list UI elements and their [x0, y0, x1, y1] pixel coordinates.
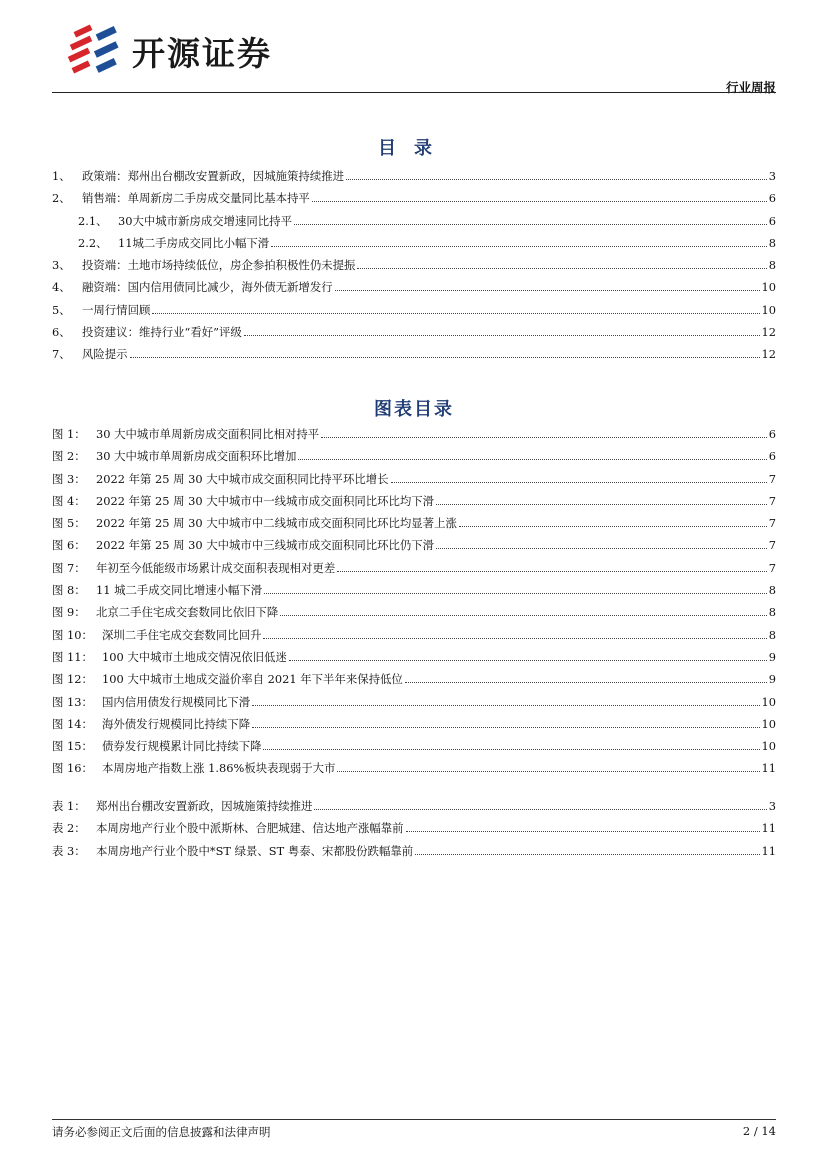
figure-entry-page: 11: [761, 761, 776, 776]
toc-entry[interactable]: [52, 168, 776, 190]
toc-entry-leader: [152, 313, 759, 314]
table-entry-page: 11: [761, 821, 776, 836]
figure-entry-number: 图 15：: [52, 739, 93, 754]
figure-entry-page: 8: [768, 583, 776, 598]
figure-entry-title: 债券发行规模累计同比持续下降: [102, 739, 262, 754]
figure-entry-page: 7: [768, 516, 776, 531]
figure-entry-leader: [263, 749, 759, 750]
figure-entry-page: 6: [768, 427, 776, 441]
toc-entry-number: 4、: [52, 280, 71, 295]
figure-entry-title: 30 大中城市单周新房成交面积环比增加: [96, 449, 297, 464]
figure-entry-number: 图 3：: [52, 471, 86, 486]
figure-entry[interactable]: [52, 426, 776, 448]
toc-entry[interactable]: [52, 302, 776, 324]
figure-entry-title: 2022 年第 25 周 30 大中城市中三线城市成交面积同比环比仍下滑: [96, 538, 435, 553]
header-divider: [52, 92, 776, 93]
figure-entry-page: 10: [761, 694, 776, 709]
figure-entry-title: 11 城二手成交同比增速小幅下滑: [96, 583, 263, 598]
figure-entry-leader: [252, 705, 759, 706]
logo-text: 开源证券: [132, 34, 272, 73]
figure-entry-leader: [263, 638, 766, 639]
figure-entry-leader: [280, 615, 766, 616]
table-entry-leader: [314, 809, 766, 810]
toc-entry-page: 10: [761, 280, 776, 295]
toc-entry-page: 8: [768, 258, 776, 273]
figure-entry-page: 9: [768, 649, 776, 664]
figure-entry-leader: [298, 459, 766, 460]
toc-entry-title: 政策端：郑州出台棚改安置新政，因城施策持续推进: [82, 169, 344, 183]
figure-entry-number: 图 2：: [52, 449, 86, 464]
figure-entry-title: 深圳二手住宅成交套数同比回升: [102, 627, 262, 642]
figure-entry-leader: [436, 548, 767, 549]
figure-entry-page: 7: [768, 493, 776, 508]
figure-entry-page: 10: [761, 739, 776, 754]
toc-entry-page: 3: [768, 169, 776, 183]
table-entry-page: 11: [761, 843, 776, 858]
table-entry-title: 郑州出台棚改安置新政，因城施策持续推进: [96, 799, 313, 813]
toc-entry-number: 7、: [52, 347, 71, 362]
toc-entry-number: 6、: [52, 325, 71, 340]
figure-entry-title: 100 大中城市土地成交情况依旧低迷: [102, 649, 287, 664]
figure-entry-leader: [321, 437, 767, 438]
figure-entry-number: 图 1：: [52, 427, 86, 441]
figure-entry-number: 图 11：: [52, 649, 93, 664]
figures-title: 图表目录: [374, 399, 454, 420]
toc-entry-number: 2.2、: [78, 235, 108, 250]
table-entry-title: 本周房地产行业个股中派斯林、合肥城建、信达地产涨幅靠前: [96, 821, 404, 836]
toc-entry-title: 一周行情回顾: [82, 302, 151, 317]
figure-entry-leader: [289, 660, 767, 661]
toc-entry-page: 8: [768, 235, 776, 250]
figure-entry-page: 6: [768, 449, 776, 464]
figure-entry-number: 图 7：: [52, 560, 86, 575]
table-entry-number: 表 2：: [52, 821, 86, 836]
table-entry-number: 表 1：: [52, 799, 86, 813]
toc-entry-page: 12: [761, 325, 776, 340]
figure-entry-title: 国内信用债发行规模同比下滑: [102, 694, 251, 709]
toc-entry[interactable]: [52, 213, 776, 235]
toc-entry-number: 1、: [52, 169, 71, 183]
footer-divider: [52, 1119, 776, 1120]
figure-entry-leader: [391, 482, 767, 483]
figure-entry-page: 7: [768, 560, 776, 575]
figure-entry-number: 图 12：: [52, 672, 93, 687]
figure-entry[interactable]: [52, 627, 776, 649]
figure-entry-leader: [405, 682, 767, 683]
figure-entry[interactable]: [52, 448, 776, 470]
figure-entry[interactable]: [52, 716, 776, 738]
figure-entry-title: 2022 年第 25 周 30 大中城市中一线城市成交面积同比环比均下滑: [96, 493, 435, 508]
figure-entry-leader: [459, 526, 767, 527]
toc-entry-leader: [312, 201, 767, 202]
table-entry[interactable]: [52, 820, 776, 842]
figure-entry[interactable]: [52, 604, 776, 626]
toc-entry-number: 3、: [52, 258, 71, 273]
toc-entry-page: 6: [768, 213, 776, 228]
toc-title: 目录: [378, 138, 450, 159]
figure-entry-title: 30 大中城市单周新房成交面积同比相对持平: [96, 427, 320, 441]
kaiyuan-logo-icon: [66, 24, 124, 74]
figure-entry[interactable]: [52, 471, 776, 493]
toc-entry-leader: [271, 246, 767, 247]
toc-entry[interactable]: [52, 190, 776, 212]
toc-entry-page: 6: [768, 191, 776, 206]
toc-list: [52, 168, 776, 369]
figure-entry-page: 8: [768, 605, 776, 620]
figure-entry-title: 海外债发行规模同比持续下降: [102, 716, 251, 731]
toc-entry[interactable]: [52, 346, 776, 368]
table-entry-leader: [406, 831, 760, 832]
toc-entry[interactable]: [52, 235, 776, 257]
toc-entry-page: 10: [761, 302, 776, 317]
figure-entry[interactable]: [52, 537, 776, 559]
toc-entry[interactable]: [52, 324, 776, 346]
toc-entry-leader: [294, 224, 767, 225]
tables-list: [52, 798, 776, 865]
figure-entry-page: 7: [768, 471, 776, 486]
figure-entry-number: 图 9：: [52, 605, 86, 620]
toc-entry-leader: [346, 179, 767, 180]
figure-entry-title: 本周房地产指数上涨 1.86%板块表现弱于大市: [102, 761, 336, 776]
figure-entry-leader: [252, 727, 759, 728]
figure-entry-page: 10: [761, 716, 776, 731]
figure-entry[interactable]: [52, 560, 776, 582]
figure-entry-number: 图 16：: [52, 761, 93, 776]
figure-entry-leader: [337, 771, 759, 772]
figure-entry-title: 年初至今低能级市场累计成交面积表现相对更差: [96, 560, 336, 575]
figures-list: [52, 426, 776, 783]
figure-entry-title: 2022 年第 25 周 30 大中城市成交面积同比持平环比增长: [96, 471, 389, 486]
toc-entry-leader: [130, 357, 760, 358]
figure-entry-page: 8: [768, 627, 776, 642]
figure-entry[interactable]: [52, 515, 776, 537]
toc-entry-number: 2、: [52, 191, 71, 206]
table-entry-number: 表 3：: [52, 843, 86, 858]
figure-entry[interactable]: [52, 760, 776, 782]
figure-entry-leader: [337, 571, 767, 572]
toc-entry-page: 12: [761, 347, 776, 362]
figure-entry-number: 图 5：: [52, 516, 86, 531]
table-entry[interactable]: [52, 798, 776, 820]
report-type: 行业周报: [725, 80, 776, 95]
table-entry-leader: [415, 854, 759, 855]
figure-entry[interactable]: [52, 649, 776, 671]
page-number: 2 / 14: [742, 1124, 776, 1138]
table-entry[interactable]: [52, 843, 776, 865]
toc-entry-title: 30大中城市新房成交增速同比持平: [118, 213, 292, 228]
figure-entry-number: 图 6：: [52, 538, 86, 553]
figure-entry-number: 图 10：: [52, 627, 93, 642]
toc-entry-title: 11城二手房成交同比小幅下滑: [118, 235, 270, 250]
figure-entry-number: 图 4：: [52, 493, 86, 508]
figure-entry[interactable]: [52, 582, 776, 604]
figure-entry-leader: [264, 593, 767, 594]
toc-entry-leader: [357, 268, 766, 269]
figure-entry[interactable]: [52, 671, 776, 693]
toc-entry-title: 投资端：土地市场持续低位，房企参拍积极性仍未提振: [82, 258, 356, 273]
toc-entry-number: 5、: [52, 302, 71, 317]
toc-entry-title: 投资建议：维持行业“看好”评级: [82, 325, 242, 340]
toc-entry-title: 销售端：单周新房二手房成交量同比基本持平: [82, 191, 310, 206]
figure-entry-title: 北京二手住宅成交套数同比依旧下降: [96, 605, 279, 620]
figure-entry-number: 图 13：: [52, 694, 93, 709]
toc-entry-title: 风险提示: [82, 347, 128, 362]
figure-entry[interactable]: [52, 738, 776, 760]
page-header: [52, 22, 776, 94]
footer-disclaimer: 请务必参阅正文后面的信息披露和法律声明: [52, 1125, 271, 1139]
figure-entry-number: 图 8：: [52, 583, 86, 598]
toc-entry[interactable]: [52, 257, 776, 279]
figure-entry-page: 7: [768, 538, 776, 553]
figure-entry-title: 2022 年第 25 周 30 大中城市中二线城市成交面积同比环比均显著上涨: [96, 516, 457, 531]
toc-entry-leader: [244, 335, 760, 336]
toc-entry-title: 融资端：国内信用债同比减少，海外债无新增发行: [82, 280, 333, 295]
figure-entry-page: 9: [768, 672, 776, 687]
toc-entry[interactable]: [52, 279, 776, 301]
toc-entry-leader: [335, 290, 760, 291]
figure-entry[interactable]: [52, 694, 776, 716]
figure-entry-leader: [436, 504, 767, 505]
table-entry-title: 本周房地产行业个股中*ST 绿景、ST 粤泰、宋都股份跌幅靠前: [96, 843, 414, 858]
figure-entry-title: 100 大中城市土地成交溢价率自 2021 年下半年来保持低位: [102, 672, 403, 687]
figure-entry-number: 图 14：: [52, 716, 93, 731]
figure-entry[interactable]: [52, 493, 776, 515]
table-entry-page: 3: [768, 799, 776, 813]
toc-entry-number: 2.1、: [78, 213, 108, 228]
